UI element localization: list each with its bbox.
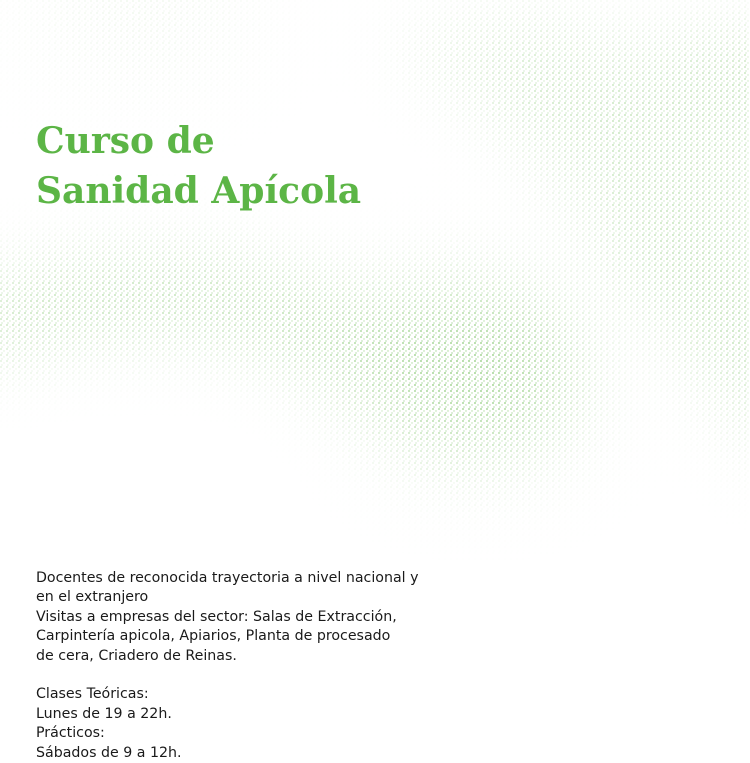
theory-classes-time: Lunes de 19 a 22h. xyxy=(36,705,172,722)
description-line-1: Docentes de reconocida trayectoria a nivel nacional y xyxy=(36,570,419,586)
description-line-3: Visitas a empresas del sector: Salas de Extracción, xyxy=(36,608,397,625)
description-line-2: en el extranjero xyxy=(36,589,149,606)
theory-classes-label: Clases Teóricas: xyxy=(36,686,149,703)
practice-classes-time: Sábados de 9 a 12h. xyxy=(36,744,182,761)
practice-classes-label: Prácticos: xyxy=(36,725,105,742)
description-line-5: de cera, Criadero de Reinas. xyxy=(36,647,237,664)
course-details xyxy=(36,569,436,763)
title-line-2: Sanidad Apícola xyxy=(36,170,362,212)
title-line-1: Curso de xyxy=(36,120,215,162)
description-line-4: Carpintería apicola, Apiarios, Planta de procesado xyxy=(36,628,391,645)
paragraph-gap xyxy=(36,666,436,685)
course-title xyxy=(36,116,361,216)
